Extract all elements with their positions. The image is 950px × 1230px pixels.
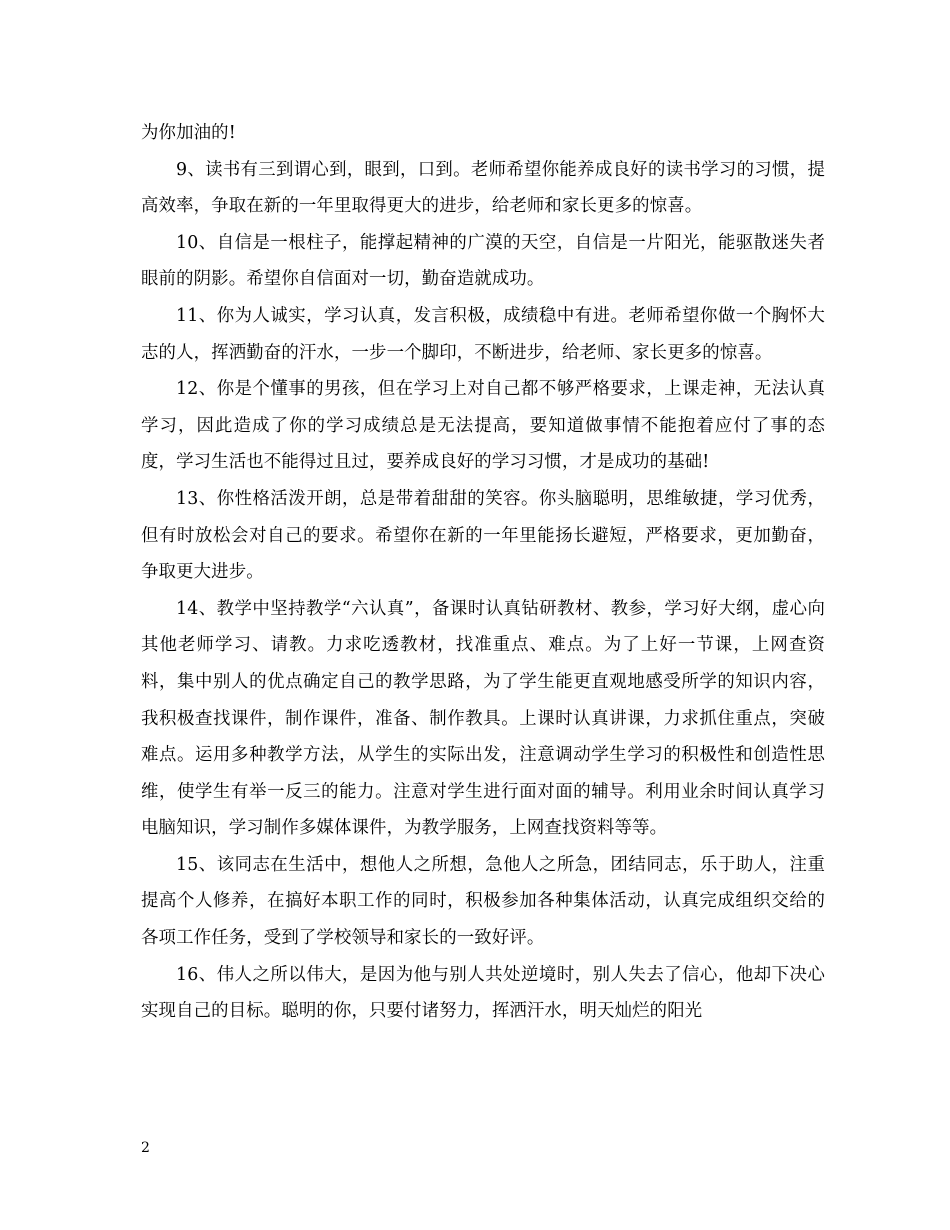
paragraph-item-10: 10、自信是一根柱子，能撑起精神的广漠的天空，自信是一片阳光，能驱散迷失者眼前的阴影。希望你自信面对一切，勤奋造就成功。: [141, 232, 825, 290]
page-number: 2: [141, 1140, 150, 1156]
document-body: [141, 115, 825, 1030]
paragraph-item-12: 12、你是个懂事的男孩，但在学习上对自己都不够严格要求，上课走神，无法认真学习，因此造成了你的学习成绩总是无法提高，要知道做事情不能抱着应付了事的态度，学习生活也不能得过且过，要养成良好的学习习惯，才是成功的基础!: [141, 379, 825, 473]
paragraph-item-11: 11、你为人诚实，学习认真，发言积极，成绩稳中有进。老师希望你做一个胸怀大志的人，挥洒勤奋的汗水，一步一个脚印，不断进步，给老师、家长更多的惊喜。: [141, 305, 825, 363]
paragraph-item-16: 16、伟人之所以伟大，是因为他与别人共处逆境时，别人失去了信心，他却下决心实现自己的目标。聪明的你，只要付诸努力，挥洒汗水，明天灿烂的阳光: [141, 964, 825, 1022]
paragraph-item-15: 15、该同志在生活中，想他人之所想，急他人之所急，团结同志，乐于助人，注重提高个人修养，在搞好本职工作的同时，积极参加各种集体活动，认真完成组织交给的各项工作任务，受到了学校领导和家长的一致好评。: [141, 854, 825, 949]
paragraph-continuation: 为你加油的!: [141, 123, 236, 143]
paragraph-item-13: 13、你性格活泼开朗，总是带着甜甜的笑容。你头脑聪明，思维敏捷，学习优秀，但有时放松会对自己的要求。希望你在新的一年里能扬长避短，严格要求，更加勤奋，争取更大进步。: [141, 488, 825, 583]
paragraph-item-9: 9、读书有三到谓心到，眼到，口到。老师希望你能养成良好的读书学习的习惯，提高效率，争取在新的一年里取得更大的进步，给老师和家长更多的惊喜。: [141, 159, 825, 217]
paragraph-item-14: 14、教学中坚持教学“六认真”，备课时认真钻研教材、教参，学习好大纲，虚心向其他老师学习、请教。力求吃透教材，找准重点、难点。为了上好一节课，上网查资料，集中别人的优点确定自己的教学思路，为了学生能更直观地感受所学的知识内容，我积极查找课件，制作课件，准备、制作教具。上课时认真讲课，力求抓住重点，突破难点。运用多种教学方法，从学生的实际出发，注意调动学生学习的积极性和创造性思维，使学生有举一反三的能力。注意对学生进行面对面的辅导。利用业余时间认真学习电脑知识，学习制作多媒体课件，为教学服务，上网查找资料等等。: [141, 598, 825, 839]
